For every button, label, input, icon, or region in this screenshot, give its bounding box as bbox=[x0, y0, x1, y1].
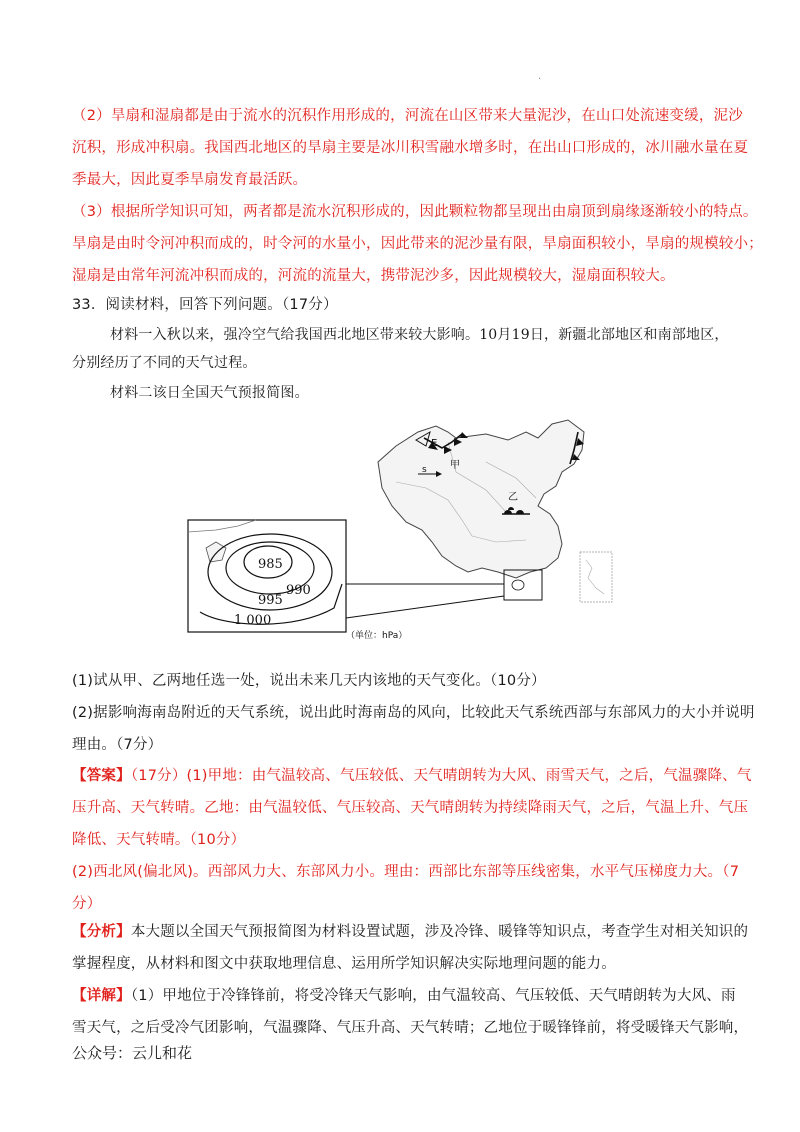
isobar-label-995: 995 bbox=[258, 593, 283, 608]
analysis-tag: 【分析】 bbox=[72, 924, 131, 940]
question-2-line2: 理由。（7分） bbox=[72, 737, 163, 753]
material2: 材料二该日全国天气预报简图。 bbox=[110, 385, 309, 401]
detail-line2: 雪天气，之后受冷气团影响，气温骤降、气压升高、天气转晴；乙地位于暖锋锋前，将受暖锋天气影响， bbox=[72, 1020, 749, 1036]
answer-p3-line1: （3）根据所学知识可知，两者都是流水沉积形成的，因此颗粒物都呈现出由扇顶到扇缘逐渐较小的特点。 bbox=[72, 204, 758, 220]
answer-2-line2: 分） bbox=[72, 896, 102, 912]
detail-line1 bbox=[72, 986, 736, 1006]
detail-tag: 【详解】 bbox=[72, 988, 131, 1004]
map-unit-label: （单位：hPa） bbox=[346, 631, 408, 641]
question-1: (1)试从甲、乙两地任选一处，说出未来几天内该地的天气变化。（10分） bbox=[72, 673, 546, 689]
question-2-line1: (2)据影响海南岛附近的天气系统，说出此时海南岛的风向，比较此天气系统西部与东部风力的大小并说明 bbox=[72, 705, 755, 721]
analysis-line1-text: 本大题以全国天气预报简图为材料设置试题，涉及冷锋、暖锋等知识点，考查学生对相关知识的 bbox=[130, 924, 749, 940]
material1-line2: 分别经历了不同的天气过程。 bbox=[72, 355, 257, 371]
map-label-yi: 乙 bbox=[508, 492, 518, 503]
answer-p3-line2: 旱扇是由时令河冲积而成的，时令河的水量小，因此带来的泥沙量有限，旱扇面积较小，旱扇的规模较小； bbox=[72, 236, 763, 252]
analysis-line1 bbox=[72, 922, 749, 942]
question-title: 33．阅读材料，回答下列问题。（17分） bbox=[72, 297, 338, 313]
footer-wechat: 公众号：云儿和花 bbox=[72, 1044, 193, 1062]
map-label-s: s bbox=[422, 465, 427, 475]
map-label-e: E bbox=[431, 438, 438, 449]
south-sea-inset bbox=[580, 552, 612, 602]
answer-p2-line1: （2）旱扇和湿扇都是由于流水的沉积作用形成的，河流在山区带来大量泥沙，在山口处流速变缓，泥沙 bbox=[72, 108, 743, 124]
header-mark: · bbox=[538, 74, 542, 85]
analysis-line2: 掌握程度，从材料和图文中获取地理信息、运用所学知识解决实际地理问题的能力。 bbox=[72, 956, 616, 972]
answer-2-line1: (2)西北风(偏北风)。西部风力大、东部风力小。理由：西部比东部等压线密集，水平气压梯度力大。（7 bbox=[72, 864, 740, 880]
answer-tag: 【答案】 bbox=[72, 768, 131, 784]
weather-forecast-map bbox=[186, 402, 616, 648]
isobar-label-990: 990 bbox=[286, 583, 311, 598]
isobar-label-1000: 1 000 bbox=[234, 613, 272, 628]
answer-p3-line3: 湿扇是由常年河流冲积而成的，河流的流量大，携带泥沙多，因此规模较大，湿扇面积较大。 bbox=[72, 268, 675, 284]
answer-line3: 降低、天气转晴。（10分） bbox=[72, 832, 246, 848]
answer-line2: 压升高、天气转晴。乙地：由气温较低、气压较高、天气晴朗转为持续降雨天气，之后，气温上升、气压 bbox=[72, 800, 749, 816]
answer-line1 bbox=[72, 766, 752, 786]
detail-line1-text: （1）甲地位于冷锋锋前，将受冷锋天气影响，由气温较高、气压较低、天气晴朗转为大风、雨 bbox=[130, 988, 736, 1004]
material1-line1: 材料一入秋以来，强冷空气给我国西北地区带来较大影响。10月19日，新疆北部地区和南部地区， bbox=[110, 327, 729, 343]
answer-line1-text: （17分）(1)甲地：由气温较高、气压较低、天气晴朗转为大风、雨雪天气，之后，气温骤降、气 bbox=[130, 768, 752, 784]
isobar-label-985: 985 bbox=[258, 557, 283, 572]
answer-p2-line2: 沉积，形成冲积扇。我国西北地区的旱扇主要是冰川积雪融水增多时，在出山口形成的，冰川融水量在夏 bbox=[72, 140, 749, 156]
china-outline bbox=[378, 420, 584, 578]
answer-p2-line3: 季最大，因此夏季旱扇发育最活跃。 bbox=[72, 172, 308, 188]
map-label-jia: 甲 bbox=[450, 460, 460, 471]
